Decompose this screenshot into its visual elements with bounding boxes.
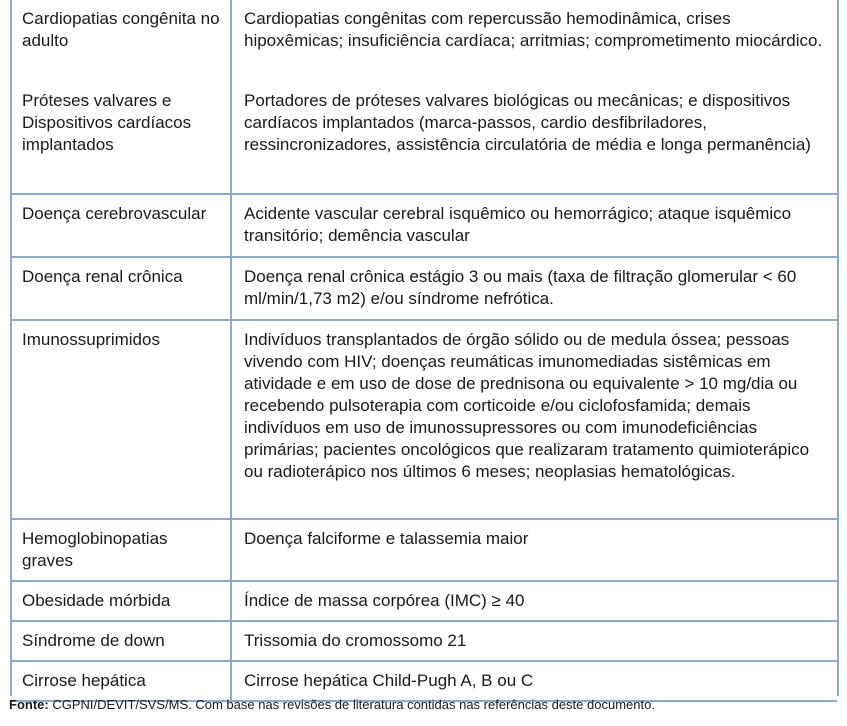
category-cell [12, 320, 231, 519]
comorbidity-table [12, 0, 837, 702]
table-row [12, 519, 837, 581]
description-cell [231, 519, 837, 581]
description-cell [231, 84, 837, 194]
category-cell [12, 0, 231, 84]
description-text: Acidente vascular cerebral isquêmico ou hemorrágico; ataque isquêmico transitório; demência vascular [244, 204, 792, 245]
category-label: Síndrome de down [22, 631, 165, 650]
category-cell [12, 519, 231, 581]
description-text: Cardiopatias congênitas com repercussão hemodinâmica, crises hipoxêmicas; insuficiência cardíaca; arritmias; comprometimento miocárdico. [244, 9, 823, 50]
category-label: Cirrose hepática [22, 671, 146, 690]
table-row [12, 621, 837, 661]
description-cell [231, 194, 837, 257]
source-label: Fonte: [9, 697, 49, 712]
category-label: Doença renal crônica [22, 267, 183, 286]
category-cell [12, 84, 231, 194]
source-text: CGPNI/DEVIT/SVS/MS. Com base nas revisões de literatura contidas nas referências deste documento. [48, 697, 655, 712]
category-label: Doença cerebrovascular [22, 204, 207, 223]
category-cell [12, 257, 231, 320]
description-text: Índice de massa corpórea (IMC) ≥ 40 [244, 591, 525, 610]
table-row [12, 581, 837, 621]
comorbidity-table-container [10, 0, 839, 696]
description-text: Doença falciforme e talassemia maior [244, 529, 529, 548]
category-cell [12, 621, 231, 661]
description-cell [231, 661, 837, 701]
category-label: Imunossuprimidos [22, 330, 160, 349]
description-cell [231, 0, 837, 84]
category-cell [12, 661, 231, 701]
description-cell [231, 257, 837, 320]
description-text: Indivíduos transplantados de órgão sólido ou de medula óssea; pessoas vivendo com HIV; doenças reumáticas imunomediadas sistêmicas em atividade e em uso de dose de prednisona ou equivalente > 10 mg/dia ou recebendo pulsoterapia com corticoide e/ou ciclofosfamida; demais indivíduos em uso de imunossupressores ou com imunodeficiências primárias; pacientes oncológicos que realizaram tratamento quimioterápico ou radioterápico nos últimos 6 meses; neoplasias hematológicas. [244, 330, 810, 481]
category-label: Cardiopatias congênita no adulto [22, 9, 220, 50]
table-row [12, 257, 837, 320]
description-cell [231, 581, 837, 621]
source-footnote [9, 697, 655, 713]
table-row [12, 194, 837, 257]
category-label: Próteses valvares e Dispositivos cardíacos implantados [22, 91, 192, 154]
category-cell [12, 581, 231, 621]
table-row [12, 84, 837, 194]
description-text: Trissomia do cromossomo 21 [244, 631, 467, 650]
description-text: Doença renal crônica estágio 3 ou mais (taxa de filtração glomerular < 60 ml/min/1,73 m2) e/ou síndrome nefrótica. [244, 267, 797, 308]
category-cell [12, 194, 231, 257]
description-cell [231, 621, 837, 661]
description-text: Cirrose hepática Child-Pugh A, B ou C [244, 671, 534, 690]
category-label: Hemoglobinopatias graves [22, 529, 168, 570]
category-label: Obesidade mórbida [22, 591, 171, 610]
table-row [12, 0, 837, 84]
table-row [12, 320, 837, 519]
description-cell [231, 320, 837, 519]
description-text: Portadores de próteses valvares biológicas ou mecânicas; e dispositivos cardíacos implantados (marca-passos, cardio desfibriladores, ressincronizadores, assistência circulatória de média e longa permanência) [244, 91, 811, 154]
table-row [12, 661, 837, 701]
